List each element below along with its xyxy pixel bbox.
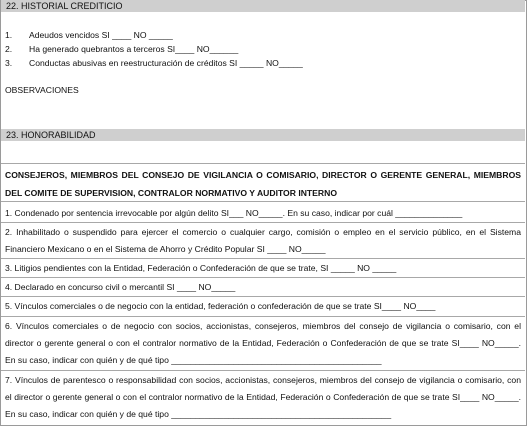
item-number: 2. [5, 44, 13, 54]
divider [1, 316, 525, 317]
divider [1, 222, 525, 223]
section-22-header: 22. HISTORIAL CREDITICIO [1, 0, 525, 12]
honor-item-4: 4. Declarado en concurso civil o mercantil SI ____ NO_____ [5, 282, 236, 292]
honor-item-5: 5. Vínculos comerciales o de negocio con la entidad, federación o confederación de que se trate SI____ NO____ [5, 301, 436, 311]
divider [1, 201, 525, 202]
section-23-header: 23. HONORABILIDAD [1, 129, 525, 141]
divider [1, 370, 525, 371]
honor-item-6: 6. Vínculos comerciales o de negocio con socios, accionistas, consejeros, miembros del consejo de vigilancia o comisario, con el director o gerente general o con el contralor normativo de la Entidad, Federación o Confederación de que se trate SI____ NO_____. En su caso, indicar con quién y de qué tipo ____________________________________________ [5, 321, 521, 365]
honor-item-2: 2. Inhabilitado o suspendido para ejercer el comercio o cualquier cargo, comisión o empleo en el servicio público, en el Sistema Financiero Mexicano o en el Sistema de Ahorro y Crédito Popular SI ____ NO_____ [5, 227, 521, 254]
honor-item-3: 3. Litigios pendientes con la Entidad, Federación o Confederación de que se trate, SI _____ NO _____ [5, 263, 397, 273]
credit-item-1 [5, 30, 173, 40]
honor-item-7: 7. Vínculos de parentesco o responsabilidad con socios, accionistas, consejeros, miembros del consejo de vigilancia o comisario, con el director o gerente general o con el contralor normativo de la Entidad, Federación o Confederación de que se trate SI____ NO_____. En su caso, indicar con quién y de qué tipo ______________________________________________ [5, 375, 521, 419]
item-number: 3. [5, 58, 13, 68]
divider [1, 258, 525, 259]
credit-item-2 [5, 44, 238, 54]
item-text: Ha generado quebrantos a terceros SI____ NO______ [29, 44, 239, 54]
divider [1, 163, 525, 164]
observations-label: OBSERVACIONES [5, 85, 79, 95]
honorability-subheader: CONSEJEROS, MIEMBROS DEL CONSEJO DE VIGILANCIA O COMISARIO, DIRECTOR O GERENTE GENERAL, MIEMBROS DEL COMITE DE SUPERVISION, CONTRALOR NORMATIVO Y AUDITOR INTERNO [5, 170, 521, 198]
item-number: 1. [5, 30, 13, 40]
honor-item-1: 1. Condenado por sentencia irrevocable por algún delito SI___ NO_____. En su caso, indicar por cuál ______________ [5, 208, 463, 218]
divider [1, 296, 525, 297]
credit-item-3 [5, 58, 303, 68]
item-text: Conductas abusivas en reestructuración de créditos SI _____ NO_____ [29, 58, 303, 68]
item-text: Adeudos vencidos SI ____ NO _____ [29, 30, 173, 40]
divider [1, 277, 525, 278]
